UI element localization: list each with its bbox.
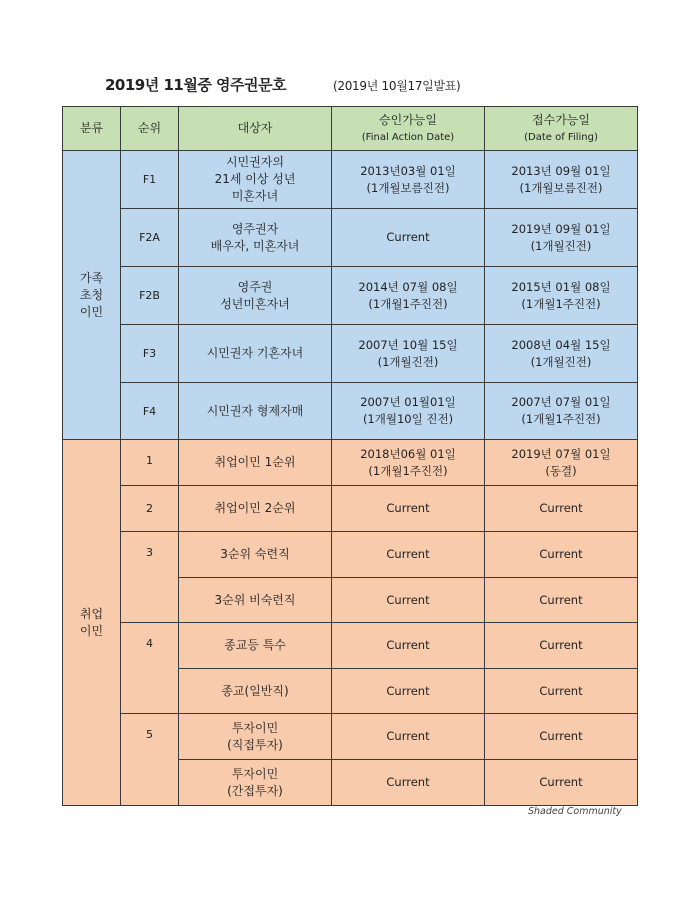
header-filing [485, 107, 638, 151]
footer-credit: Shaded Community [528, 806, 622, 817]
target-line: 성년미혼자녀 [220, 296, 290, 311]
final-action-cell: Current [332, 532, 485, 578]
change-line: (1개월진전) [530, 354, 592, 369]
date-line: 2019년 07월 01일 [511, 446, 611, 461]
filing-cell [485, 383, 638, 440]
rank-cell: 2 [121, 486, 179, 532]
date-line: 2007년 07월 01일 [511, 395, 611, 409]
filing-cell [485, 267, 638, 325]
filing-cell: Current [485, 760, 638, 806]
date-line: 2015년 01월 08일 [511, 279, 611, 294]
final-action-cell: Current [332, 714, 485, 760]
change-line: (1개월보름진전) [519, 180, 603, 195]
table-row [63, 532, 638, 578]
rank-cell: F3 [121, 325, 179, 383]
date-line: 2013년03월 01일 [360, 163, 456, 178]
target-line: 투자이민 [231, 766, 279, 781]
header-filing-ko: 접수가능일 [532, 112, 590, 127]
rank-cell: F4 [121, 383, 179, 440]
change-line: (1개월1주진전) [368, 463, 448, 478]
table-row [63, 623, 638, 669]
final-action-cell: Current [332, 669, 485, 714]
table-header-row [63, 107, 638, 151]
header-final-action-ko: 승인가능일 [379, 112, 437, 127]
target-line: 투자이민 [231, 720, 279, 735]
header-final-action-en: (Final Action Date) [361, 131, 455, 143]
final-action-cell: Current [332, 209, 485, 267]
change-line: (1개월진전) [377, 354, 439, 369]
target-cell [179, 267, 332, 325]
final-action-cell [332, 325, 485, 383]
target-cell [179, 760, 332, 806]
table-row [63, 151, 638, 209]
header-target: 대상자 [179, 107, 332, 151]
category-family-line: 이민 [79, 304, 104, 319]
change-line: (1개월1주진전) [368, 296, 448, 311]
category-employment-line: 취업 [79, 606, 104, 621]
table-row [63, 325, 638, 383]
final-action-cell: Current [332, 623, 485, 669]
rank-cell: 1 [121, 440, 179, 486]
category-family-line: 초청 [79, 287, 104, 302]
target-cell: 3순위 숙련직 [179, 532, 332, 578]
filing-cell: Current [485, 714, 638, 760]
category-family [63, 151, 121, 440]
header-final-action [332, 107, 485, 151]
target-cell [179, 714, 332, 760]
final-action-cell [332, 383, 485, 440]
filing-cell [485, 209, 638, 267]
date-line: 2013년 09월 01일 [511, 163, 611, 178]
target-cell [179, 209, 332, 267]
header-rank: 순위 [121, 107, 179, 151]
date-line: 2007년 10월 15일 [358, 337, 458, 352]
category-employment [63, 440, 121, 806]
rank-cell: F2A [121, 209, 179, 267]
filing-cell: Current [485, 669, 638, 714]
filing-cell [485, 440, 638, 486]
date-line: 2007년 01월01일 [360, 395, 456, 409]
announcement-date: (2019년 10월17일발표) [333, 79, 461, 93]
table-row [63, 267, 638, 325]
table-row [63, 440, 638, 486]
filing-cell: Current [485, 532, 638, 578]
rank-cell: F2B [121, 267, 179, 325]
table-row [63, 383, 638, 440]
target-cell: 3순위 비숙련직 [179, 578, 332, 623]
category-employment-line: 이민 [79, 623, 104, 638]
change-line: (동결) [545, 463, 577, 478]
rank-cell: 5 [121, 714, 179, 806]
table-row [63, 486, 638, 532]
page-title: 2019년 11월중 영주권문호 [105, 76, 286, 94]
table-row [63, 209, 638, 267]
change-line: (1개월10일 진전) [362, 412, 454, 426]
target-line: (직접투자) [227, 737, 283, 752]
target-line: 21세 이상 성년 [214, 172, 296, 186]
date-line: 2014년 07월 08일 [358, 279, 458, 294]
filing-cell: Current [485, 486, 638, 532]
header-filing-en: (Date of Filing) [524, 131, 598, 143]
final-action-cell [332, 440, 485, 486]
final-action-cell: Current [332, 760, 485, 806]
final-action-cell: Current [332, 578, 485, 623]
rank-cell: 4 [121, 623, 179, 714]
target-line: (간접투자) [227, 783, 283, 798]
target-cell: 취업이민 2순위 [179, 486, 332, 532]
header-category: 분류 [63, 107, 121, 151]
filing-cell [485, 151, 638, 209]
change-line: (1개월1주진전) [521, 296, 601, 311]
rank-cell: F1 [121, 151, 179, 209]
target-cell: 시민권자 기혼자녀 [179, 325, 332, 383]
final-action-cell [332, 151, 485, 209]
change-line: (1개월보름진전) [366, 180, 450, 195]
filing-cell: Current [485, 623, 638, 669]
target-line: 시민권자의 [226, 155, 284, 169]
change-line: (1개월1주진전) [521, 412, 601, 426]
final-action-cell [332, 267, 485, 325]
target-cell: 시민권자 형제자매 [179, 383, 332, 440]
visa-bulletin-table [62, 106, 638, 806]
target-cell: 취업이민 1순위 [179, 440, 332, 486]
target-cell: 종교(일반직) [179, 669, 332, 714]
target-line: 영주권 [237, 279, 273, 294]
filing-cell [485, 325, 638, 383]
date-line: 2019년 09월 01일 [511, 221, 611, 236]
table-row [63, 714, 638, 760]
filing-cell: Current [485, 578, 638, 623]
rank-cell: 3 [121, 532, 179, 623]
date-line: 2018년06월 01일 [360, 446, 456, 461]
date-line: 2008년 04월 15일 [511, 337, 611, 352]
final-action-cell: Current [332, 486, 485, 532]
target-line: 영주권자 [231, 221, 279, 236]
change-line: (1개월진전) [530, 238, 592, 253]
target-cell [179, 151, 332, 209]
target-line: 배우자, 미혼자녀 [210, 238, 300, 253]
target-line: 미혼자녀 [231, 189, 279, 203]
category-family-line: 가족 [79, 270, 104, 285]
target-cell: 종교등 특수 [179, 623, 332, 669]
